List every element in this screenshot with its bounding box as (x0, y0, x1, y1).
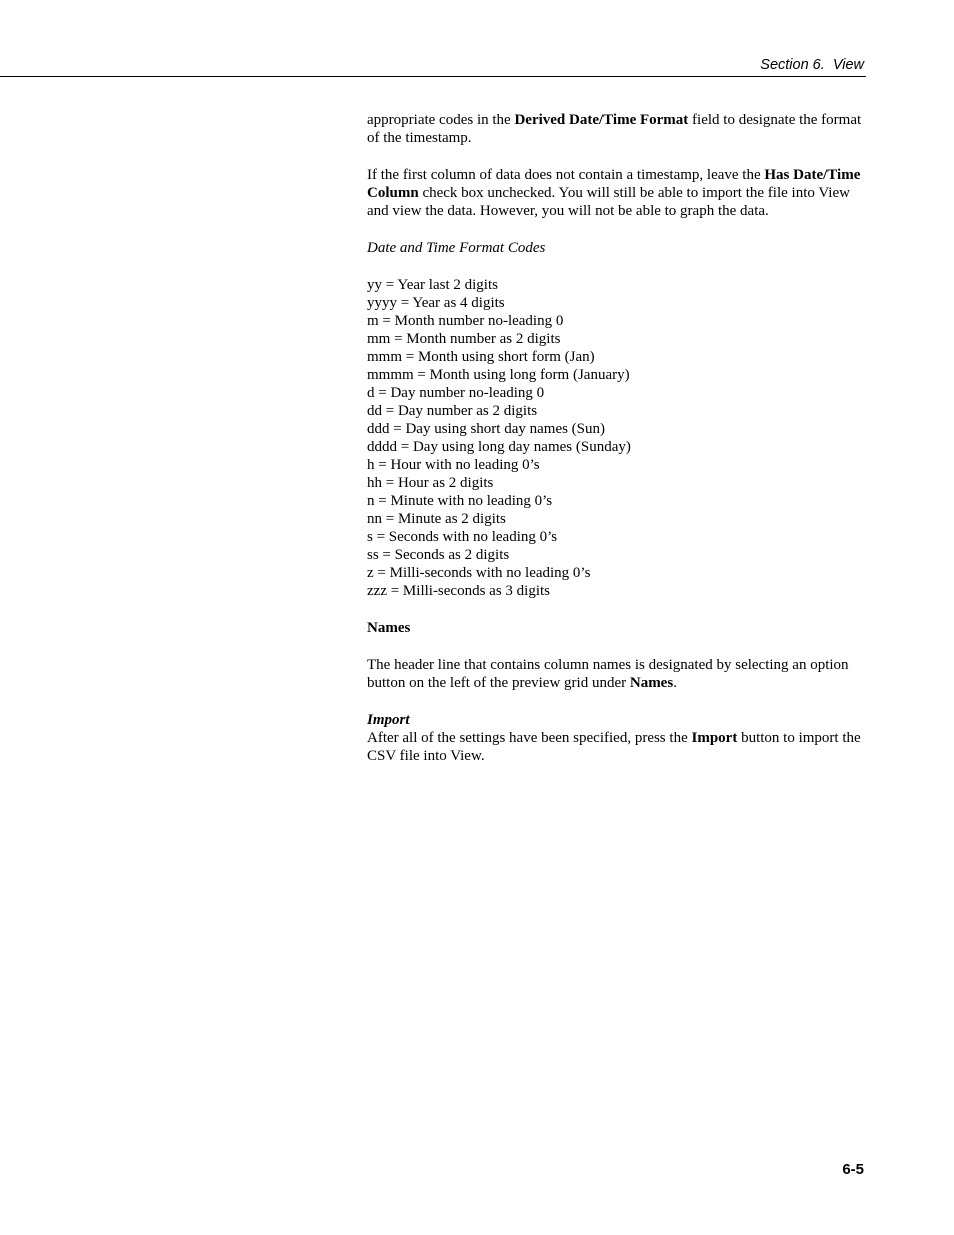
paragraph-text: field to designate the format of the timestamp. (367, 112, 862, 146)
import-button-term: Import (691, 730, 738, 746)
format-code-item: h = Hour with no leading 0’s (367, 457, 540, 473)
paragraph-text: button to import the CSV file into View. (367, 730, 861, 764)
format-code-item: ss = Seconds as 2 digits (367, 547, 510, 563)
paragraph-no-timestamp (367, 166, 867, 220)
format-code-item: d = Day number no-leading 0 (367, 385, 545, 401)
paragraph-derived-format (367, 111, 867, 147)
body-content (367, 111, 867, 784)
has-datetime-column-term: Has Date/Time Column (367, 167, 861, 201)
format-code-item: yyyy = Year as 4 digits (367, 295, 505, 311)
names-term: Names (629, 675, 674, 691)
paragraph-names (367, 656, 867, 692)
format-codes-heading: Date and Time Format Codes (367, 240, 546, 256)
paragraph-text: . (673, 675, 677, 691)
paragraph-text: After all of the settings have been specified, press the (367, 730, 692, 746)
format-codes-list (367, 276, 867, 600)
paragraph-text: check box unchecked. You will still be able to import the file into View and view the data. However, you will not be able to graph the data. (367, 185, 850, 219)
format-code-item: n = Minute with no leading 0’s (367, 493, 553, 509)
format-code-item: mmmm = Month using long form (January) (367, 367, 630, 383)
format-code-item: zzz = Milli-seconds as 3 digits (367, 583, 551, 599)
format-code-item: hh = Hour as 2 digits (367, 475, 494, 491)
page-number: 6-5 (842, 1161, 864, 1178)
format-code-item: mm = Month number as 2 digits (367, 331, 561, 347)
format-code-item: mmm = Month using short form (Jan) (367, 349, 595, 365)
derived-format-field-term: Derived Date/Time Format (514, 112, 689, 128)
format-code-item: ddd = Day using short day names (Sun) (367, 421, 606, 437)
format-code-item: dddd = Day using long day names (Sunday) (367, 439, 631, 455)
paragraph-import (367, 729, 867, 765)
header-rule (0, 76, 866, 77)
format-code-item: nn = Minute as 2 digits (367, 511, 506, 527)
paragraph-text: appropriate codes in the (367, 112, 515, 128)
format-code-item: s = Seconds with no leading 0’s (367, 529, 558, 545)
running-header: Section 6. View (760, 57, 864, 73)
paragraph-text: The header line that contains column names is designated by selecting an option button on the left of the preview grid under (367, 657, 849, 691)
format-code-item: yy = Year last 2 digits (367, 277, 498, 293)
format-code-item: dd = Day number as 2 digits (367, 403, 538, 419)
format-code-item: z = Milli-seconds with no leading 0’s (367, 565, 591, 581)
format-code-item: m = Month number no-leading 0 (367, 313, 564, 329)
names-heading: Names (367, 620, 411, 636)
paragraph-text: If the first column of data does not contain a timestamp, leave the (367, 167, 765, 183)
import-heading: Import (367, 712, 410, 728)
